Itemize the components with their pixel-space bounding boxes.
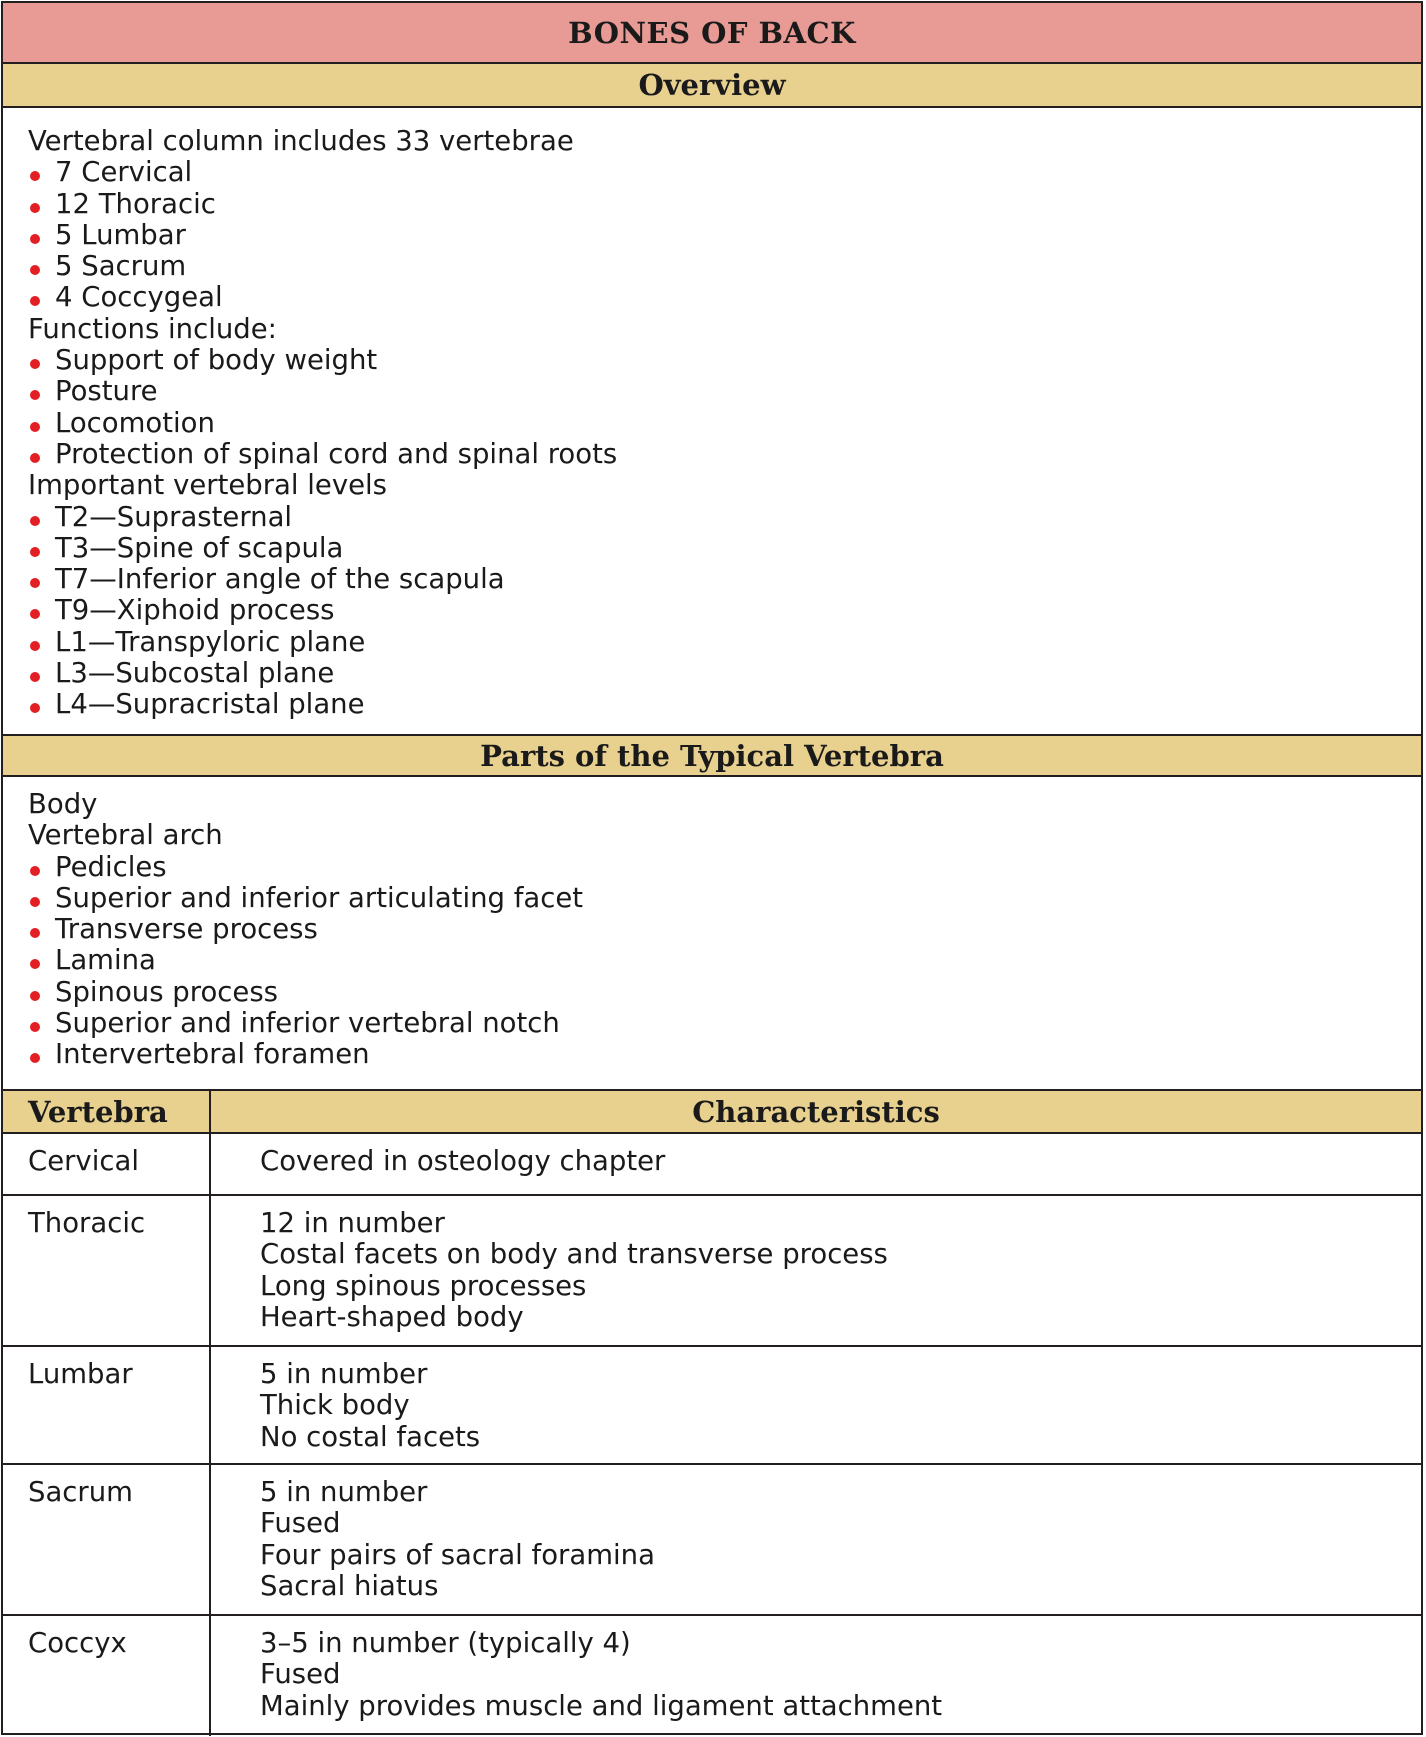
list-item: Support of body weight <box>28 345 1421 376</box>
column-header-characteristics: Characteristics <box>210 1090 1421 1133</box>
table-header-row <box>3 1090 1421 1133</box>
list-item: 12 Thoracic <box>28 189 1421 220</box>
list-item: L1—Transpyloric plane <box>28 627 1421 658</box>
characteristic-line: Costal facets on body and transverse process <box>260 1238 888 1271</box>
levels-heading: Important vertebral levels <box>28 469 387 502</box>
characteristic-line: Long spinous processes <box>260 1269 587 1302</box>
list-item: 5 Sacrum <box>28 251 1421 282</box>
characteristic-line: Four pairs of sacral foramina <box>260 1538 655 1571</box>
list-item: T2—Suprasternal <box>28 502 1421 533</box>
list-item: Locomotion <box>28 408 1421 439</box>
list-item: 4 Coccygeal <box>28 282 1421 313</box>
vertebra-name: Coccyx <box>3 1615 210 1736</box>
characteristic-line: Fused <box>260 1507 341 1540</box>
table-row <box>3 1464 1421 1615</box>
list-item: T9—Xiphoid process <box>28 595 1421 626</box>
overview-body <box>3 108 1421 734</box>
list-item: L4—Supracristal plane <box>28 689 1421 720</box>
vertebra-name: Sacrum <box>3 1464 210 1615</box>
list-item: 5 Lumbar <box>28 220 1421 251</box>
characteristic-line: 5 in number <box>260 1476 428 1508</box>
list-item: Superior and inferior articulating facet <box>28 883 1421 914</box>
characteristics-cell <box>210 1464 1421 1615</box>
list-item: Lamina <box>28 945 1421 976</box>
list-item: T3—Spine of scapula <box>28 533 1421 564</box>
characteristics-cell <box>210 1133 1421 1195</box>
vertebra-name: Cervical <box>3 1133 210 1195</box>
list-item: T7—Inferior angle of the scapula <box>28 564 1421 595</box>
list-item: Transverse process <box>28 914 1421 945</box>
overview-header: Overview <box>3 64 1421 108</box>
list-item: L3—Subcostal plane <box>28 658 1421 689</box>
bones-of-back-table <box>1 1 1423 1735</box>
parts-header: Parts of the Typical Vertebra <box>3 734 1421 777</box>
column-header-vertebra: Vertebra <box>3 1090 210 1133</box>
characteristic-line: Mainly provides muscle and ligament attachment <box>260 1689 943 1722</box>
table-row <box>3 1195 1421 1346</box>
characteristic-line: 5 in number <box>260 1358 428 1390</box>
list-item: Protection of spinal cord and spinal roots <box>28 439 1421 470</box>
arch-heading: Vertebral arch <box>28 819 223 852</box>
characteristics-cell <box>210 1615 1421 1736</box>
vertebra-name: Thoracic <box>3 1195 210 1346</box>
list-item: Pedicles <box>28 852 1421 883</box>
table-row <box>3 1346 1421 1464</box>
characteristic-line: 3–5 in number (typically 4) <box>260 1627 631 1659</box>
characteristic-line: Heart-shaped body <box>260 1300 524 1333</box>
list-item: 7 Cervical <box>28 157 1421 188</box>
table-row <box>3 1615 1421 1736</box>
list-item: Posture <box>28 376 1421 407</box>
characteristic-line: No costal facets <box>260 1420 481 1453</box>
overview-intro: Vertebral column includes 33 vertebrae <box>28 125 574 157</box>
characteristic-line: Covered in osteology chapter <box>260 1145 666 1177</box>
characteristics-cell <box>210 1346 1421 1464</box>
list-item: Superior and inferior vertebral notch <box>28 1008 1421 1039</box>
table-row <box>3 1133 1421 1195</box>
page-title: BONES OF BACK <box>3 3 1421 64</box>
characteristic-line: Thick body <box>260 1389 410 1422</box>
characteristics-cell <box>210 1195 1421 1346</box>
parts-body <box>3 777 1421 1089</box>
parts-body-label: Body <box>28 788 98 820</box>
characteristic-line: 12 in number <box>260 1207 445 1239</box>
characteristic-line: Fused <box>260 1658 341 1691</box>
vertebra-table <box>3 1089 1421 1736</box>
list-item: Intervertebral foramen <box>28 1039 1421 1070</box>
vertebra-name: Lumbar <box>3 1346 210 1464</box>
characteristic-line: Sacral hiatus <box>260 1569 439 1602</box>
list-item: Spinous process <box>28 977 1421 1008</box>
functions-heading: Functions include: <box>28 312 277 345</box>
